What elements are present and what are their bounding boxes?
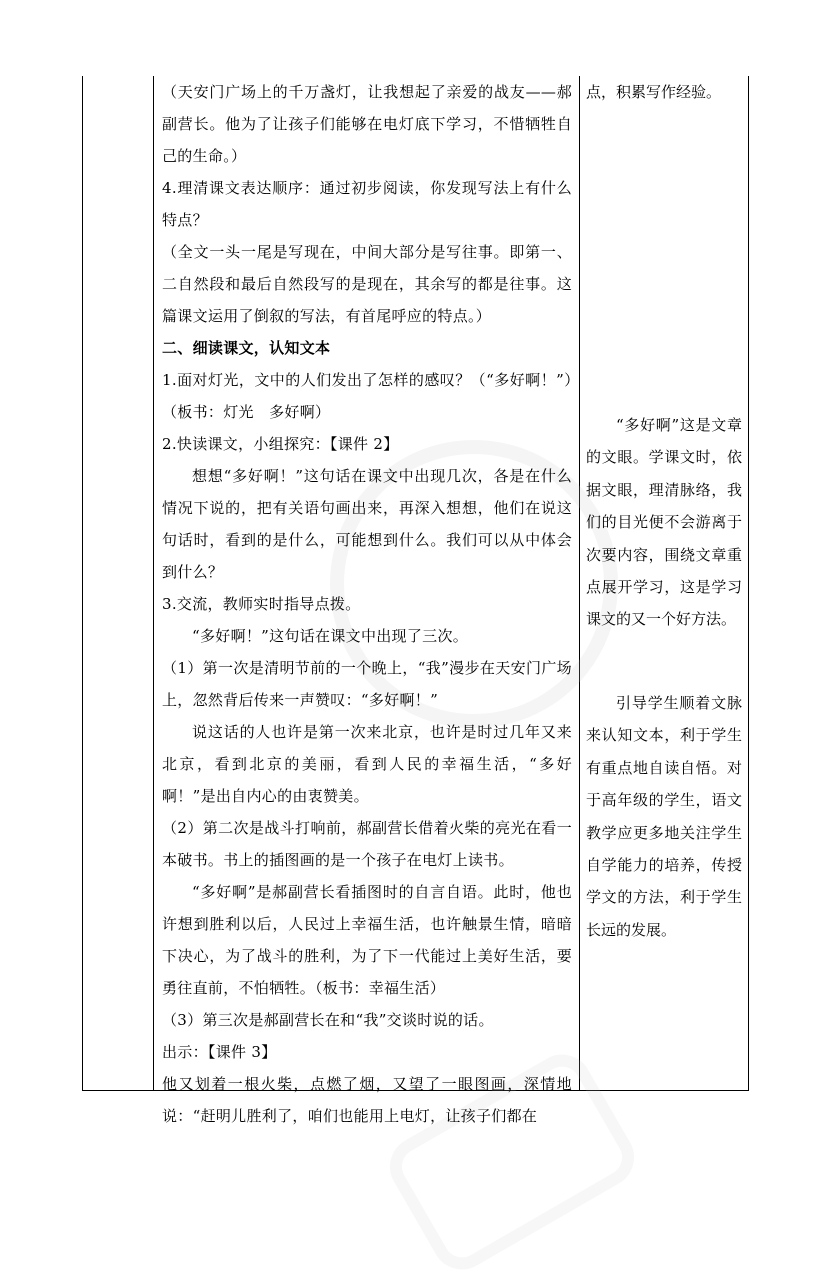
table-divider-2: [579, 76, 580, 1090]
paragraph-step-1: 1.面对灯光，文中的人们发出了怎样的感叹？（“多好啊！”）（板书：灯光 多好啊）: [162, 371, 572, 421]
table-left-border: [82, 76, 83, 1090]
paragraph-second-time: （2）第二次是战斗打响前，郝副营长借着火柴的亮光在看一本破书。书上的插图画的是一个孩子在电灯上读书。: [162, 819, 572, 869]
lesson-content-column: [162, 76, 572, 1132]
paragraph-step-2: 2.快读课文，小组探究：【课件 2】: [162, 435, 399, 453]
paragraph-step-3: 3.交流，教师实时指导点拨。: [162, 595, 361, 613]
paragraph-quote-lights: （天安门广场上的千万盏灯，让我想起了亲爱的战友——郝副营长。他为了让孩子们能够在电灯底下学习，不惜牺牲自己的生命。）: [162, 83, 572, 165]
paragraph-second-explain: “多好啊”是郝副营长看插图时的自言自语。此时，他也许想到胜利以后，人民过上幸福生活，也许触景生情，暗暗下决心，为了战斗的胜利，为了下一代能过上美好生活，要勇往直前，不怕牺牲。（板书：幸福生活）: [162, 883, 572, 997]
paragraph-first-time: （1）第一次是清明节前的一个晚上，“我”漫步在天安门广场上，忽然背后传来一声赞叹：“多好啊！”: [162, 659, 572, 709]
notes-column: [586, 76, 742, 939]
paragraph-think: 想想“多好啊！”这句话在课文中出现几次，各是在什么情况下说的，把有关语句画出来，再深入想想，他们在说这句话时，看到的是什么，可能想到什么。我们可以从中体会到什么？: [162, 467, 572, 581]
note-wenyan: “多好啊”这是文章的文眼。学课文时，依据文眼，理清脉络，我们的目光便不会游离于次要内容，围绕文章重点展开学习，这是学习课文的又一个好方法。: [586, 416, 742, 629]
paragraph-structure-answer: （全文一头一尾是写现在，中间大部分是写往事。即第一、二自然段和最后自然段写的是现在，其余写的都是往事。这篇课文运用了倒叙的写法，有首尾呼应的特点。）: [162, 243, 572, 325]
table-right-border: [748, 76, 749, 1090]
paragraph-three-times: “多好啊！”这句话在课文中出现了三次。: [192, 627, 469, 645]
paragraph-third-time: （3）第三次是郝副营长在和“我”交谈时说的话。: [162, 1011, 494, 1029]
paragraph-quote-text: 他又划着一根火柴，点燃了烟，又望了一眼图画，深情地说：“赶明儿胜利了，咱们也能用上电灯，让孩子们都在: [162, 1075, 572, 1125]
paragraph-step-4: 4.理清课文表达顺序：通过初步阅读，你发现写法上有什么特点？: [162, 179, 572, 229]
paragraph-first-explain: 说这话的人也许是第一次来北京，也许是时过几年又来北京，看到北京的美丽，看到人民的幸福生活，“多好啊！”是出自内心的由衷赞美。: [162, 723, 572, 805]
paragraph-show-slide: 出示：【课件 3】: [162, 1043, 277, 1061]
section-heading: 二、细读课文，认知文本: [162, 339, 331, 357]
table-divider-1: [153, 76, 154, 1090]
note-guide: 引导学生顺着文脉来认知文本，利于学生有重点地自读自悟。对于高年级的学生，语文教学应更多地关注学生自学能力的培养，传授学文的方法，利于学生长远的发展。: [586, 694, 742, 939]
note-top: 点，积累写作经验。: [586, 83, 722, 101]
